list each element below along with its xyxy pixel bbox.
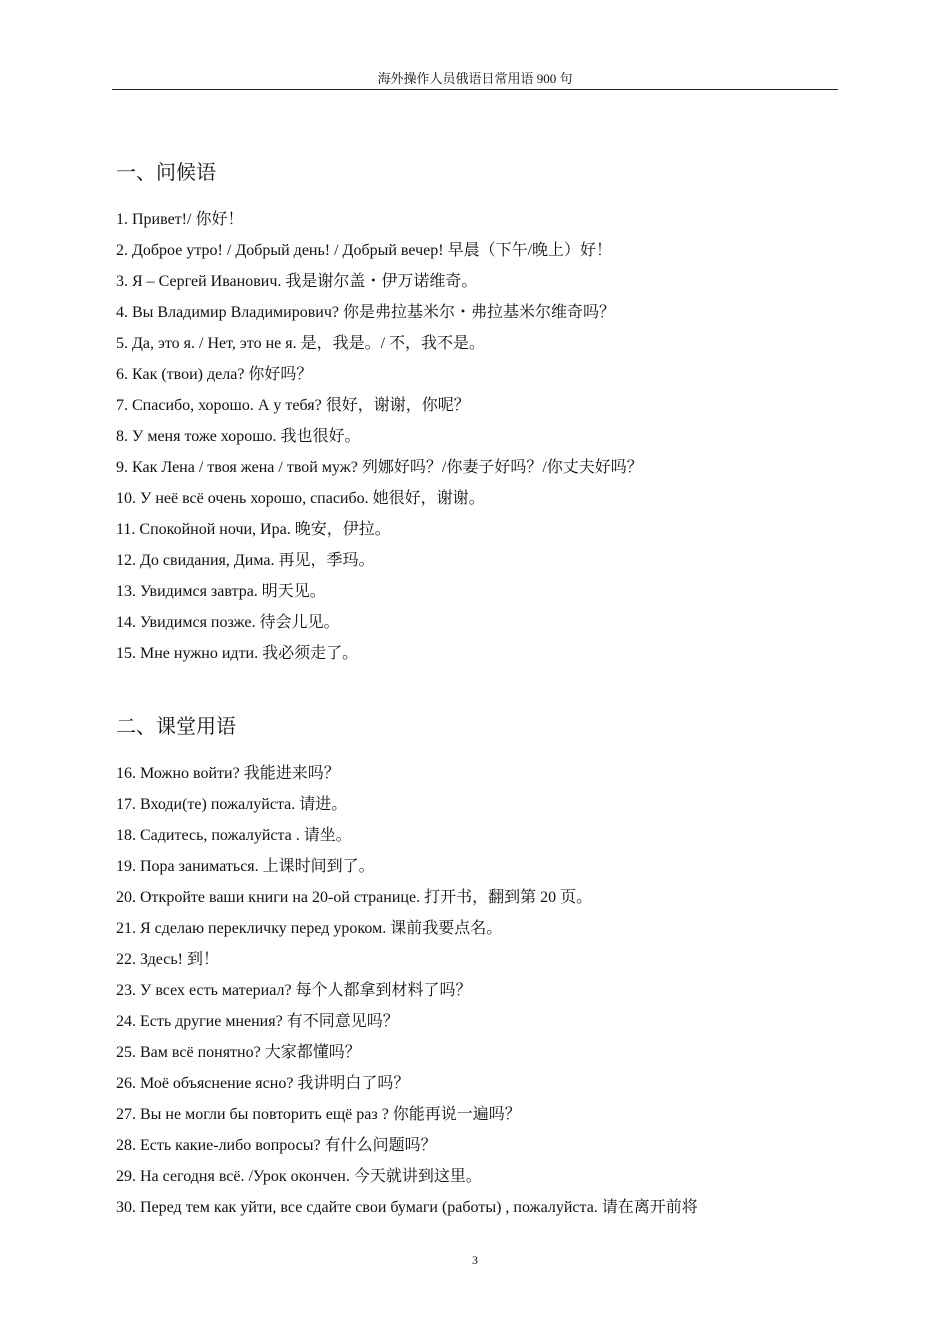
phrase-line: 28. Есть какие-либо вопросы? 有什么问题吗？ [116,1137,437,1154]
phrase-line: 1. Привет!/ 你好！ [116,211,244,228]
phrase-line: 29. На сегодня всё. /Урок окончен. 今天就讲到这里。 [116,1168,482,1185]
phrase-line: 4. Вы Владимир Владимирович? 你是弗拉基米尔・弗拉基米尔维奇吗？ [116,304,615,321]
phrase-line: 30. Перед тем как уйти, все сдайте свои бумаги (работы) , пожалуйста. 请在离开前将 [116,1199,698,1216]
phrase-line: 13. Увидимся завтра. 明天见。 [116,583,326,600]
section-title-classroom: 二、课堂用语 [116,716,236,738]
phrase-line: 3. Я – Сергей Иванович. 我是谢尔盖・伊万诺维奇。 [116,273,478,290]
greetings-phrase-list [116,204,836,669]
phrase-line: 24. Есть другие мнения? 有不同意见吗？ [116,1013,399,1030]
phrase-line: 19. Пора заниматься. 上课时间到了。 [116,858,375,875]
phrase-line: 16. Можно войти? 我能进来吗？ [116,765,340,782]
phrase-line: 7. Спасибо, хорошо. А у тебя? 很好，谢谢，你呢？ [116,397,470,414]
phrase-line: 22. Здесь! 到！ [116,951,219,968]
phrase-line: 11. Спокойной ночи, Ира. 晚安，伊拉。 [116,521,391,538]
phrase-line: 2. Доброе утро! / Добрый день! / Добрый вечер! 早晨（下午/晚上）好！ [116,242,613,259]
section-title-greetings: 一、问候语 [116,162,216,184]
phrase-line: 21. Я сделаю перекличку перед уроком. 课前我要点名。 [116,920,503,937]
phrase-line: 10. У неё всё очень хорошо, спасибо. 她很好，谢谢。 [116,490,485,507]
phrase-line: 6. Как (твои) дела? 你好吗？ [116,366,313,383]
phrase-line: 12. До свидания, Дима. 再见，季玛。 [116,552,375,569]
phrase-line: 26. Моё объяснение ясно? 我讲明白了吗？ [116,1075,410,1092]
phrase-line: 20. Откройте ваши книги на 20-ой странице. 打开书，翻到第 20 页。 [116,889,593,906]
page-number: 3 [472,1253,478,1267]
phrase-line: 25. Вам всё понятно? 大家都懂吗？ [116,1044,361,1061]
phrase-line: 27. Вы не могли бы повторить ещё раз ? 你能再说一遍吗？ [116,1106,521,1123]
phrase-line: 23. У всех есть материал? 每个人都拿到材料了吗？ [116,982,472,999]
phrase-line: 18. Садитесь, пожалуйста . 请坐。 [116,827,352,844]
phrase-line: 9. Как Лена / твоя жена / твой муж? 列娜好吗？/你妻子好吗？/你丈夫好吗？ [116,459,643,476]
phrase-line: 15. Мне нужно идти. 我必须走了。 [116,645,359,662]
phrase-line: 14. Увидимся позже. 待会儿见。 [116,614,340,631]
classroom-phrase-list [116,758,836,1223]
page-header: 海外操作人员俄语日常用语 900 句 [112,70,838,90]
phrase-line: 17. Входи(те) пожалуйста. 请进。 [116,796,348,813]
phrase-line: 5. Да, это я. / Нет, это не я. 是，我是。/ 不，我不是。 [116,335,486,352]
phrase-line: 8. У меня тоже хорошо. 我也很好。 [116,428,361,445]
